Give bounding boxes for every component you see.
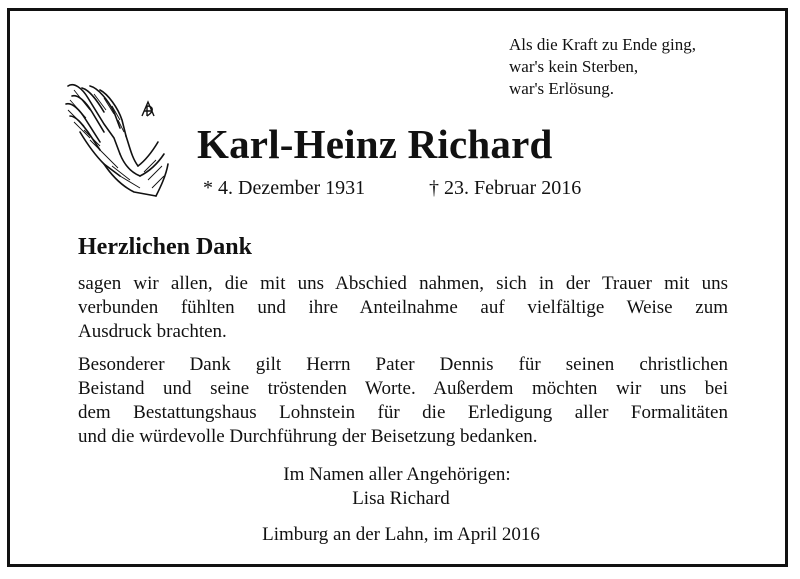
paragraph-line: verbunden fühlten und ihre Anteilnahme auf vielfältige Weise zum <box>78 297 728 318</box>
signature-name: Lisa Richard <box>352 488 450 509</box>
thanks-paragraph <box>78 272 728 344</box>
paragraph-line: dem Bestattungshaus Lohnstein für die Erledigung aller Formalitäten <box>78 402 728 423</box>
paragraph-line: und die würdevolle Durchführung der Beisetzung bedanken. <box>78 426 538 447</box>
paragraph-line: Ausdruck brachten. <box>78 321 227 342</box>
praying-hands-icon <box>60 80 172 198</box>
verse-line: war's kein Sterben, <box>509 57 639 76</box>
signature-intro: Im Namen aller Angehörigen: <box>283 464 511 485</box>
death-date: † 23. Februar 2016 <box>429 177 582 199</box>
paragraph-line: Beistand und seine tröstenden Worte. Außerdem möchten wir uns bei <box>78 378 728 399</box>
deceased-name: Karl-Heinz Richard <box>197 121 553 167</box>
thanks-heading: Herzlichen Dank <box>78 234 252 260</box>
paragraph-line: Besonderer Dank gilt Herrn Pater Dennis für seinen christlichen <box>78 354 728 375</box>
place-date: Limburg an der Lahn, im April 2016 <box>262 524 540 545</box>
birth-date: * 4. Dezember 1931 <box>203 177 366 199</box>
paragraph-line: sagen wir allen, die mit uns Abschied nahmen, sich in der Trauer mit uns <box>78 273 728 294</box>
memorial-verse <box>509 34 696 100</box>
monogram-icon <box>142 102 154 116</box>
verse-line: war's Erlösung. <box>509 79 615 98</box>
verse-line: Als die Kraft zu Ende ging, <box>509 35 696 54</box>
special-thanks-paragraph <box>78 353 728 449</box>
